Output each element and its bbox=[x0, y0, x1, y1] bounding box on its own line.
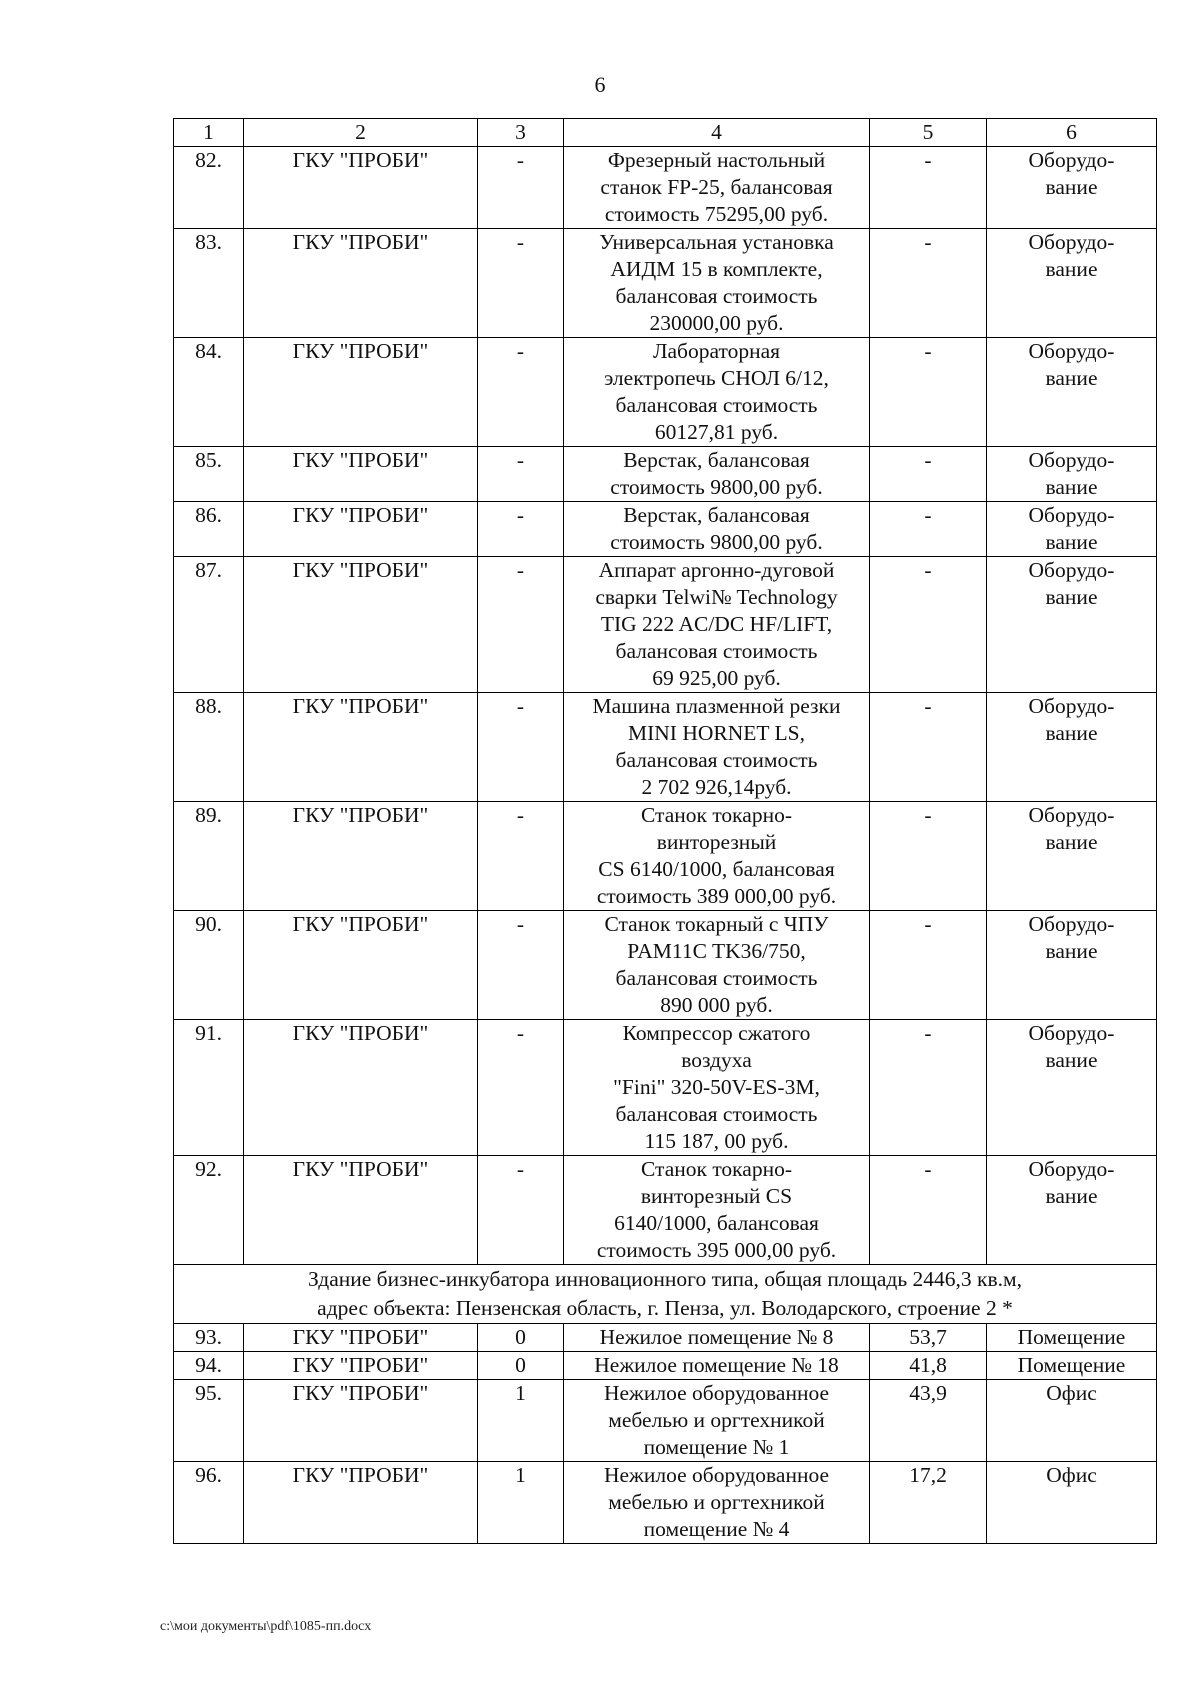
area-cell: - bbox=[870, 229, 987, 338]
type-cell-line: Оборудо- bbox=[1028, 1157, 1115, 1181]
type-cell bbox=[987, 1324, 1157, 1352]
description-cell-line: 115 187, 00 руб. bbox=[644, 1129, 789, 1153]
type-cell bbox=[987, 229, 1157, 338]
description-cell-line: Станок токарно- bbox=[640, 1157, 793, 1181]
row-number: 95. bbox=[174, 1380, 244, 1462]
description-cell-line: Станок токарный с ЧПУ bbox=[604, 912, 829, 936]
type-cell bbox=[987, 1380, 1157, 1462]
page-number: 6 bbox=[594, 72, 606, 97]
organization-cell: ГКУ "ПРОБИ" bbox=[244, 1352, 478, 1380]
description-cell bbox=[564, 693, 870, 802]
row-number: 88. bbox=[174, 693, 244, 802]
description-cell-line: воздуха bbox=[681, 1048, 752, 1072]
area-cell: - bbox=[870, 693, 987, 802]
area-cell: - bbox=[870, 557, 987, 693]
description-cell-line: АИДМ 15 в комплекте, bbox=[610, 257, 823, 281]
type-cell-line: вание bbox=[1045, 1048, 1098, 1072]
description-cell-line: Нежилое помещение № 18 bbox=[594, 1353, 839, 1377]
row-number: 82. bbox=[174, 147, 244, 229]
row-number: 85. bbox=[174, 447, 244, 502]
description-cell-line: помещение № 4 bbox=[643, 1517, 790, 1541]
floor-cell: - bbox=[478, 1156, 564, 1265]
row-number: 93. bbox=[174, 1324, 244, 1352]
description-cell-line: сварки Telwi№ Technology bbox=[595, 585, 838, 609]
description-cell-line: 6140/1000, балансовая bbox=[614, 1211, 819, 1235]
area-cell: - bbox=[870, 147, 987, 229]
description-cell-line: балансовая стоимость bbox=[615, 639, 818, 663]
description-cell bbox=[564, 802, 870, 911]
description-cell-line: мебелью и оргтехникой bbox=[608, 1408, 825, 1432]
type-cell bbox=[987, 802, 1157, 911]
organization-cell: ГКУ "ПРОБИ" bbox=[244, 557, 478, 693]
description-cell-line: Нежилое оборудованное bbox=[603, 1381, 830, 1405]
description-cell-line: стоимость 9800,00 руб. bbox=[610, 530, 823, 554]
floor-cell: - bbox=[478, 147, 564, 229]
floor-cell: 0 bbox=[478, 1352, 564, 1380]
description-cell-line: помещение № 1 bbox=[643, 1435, 790, 1459]
area-cell: - bbox=[870, 1020, 987, 1156]
row-number: 89. bbox=[174, 802, 244, 911]
area-cell: - bbox=[870, 802, 987, 911]
description-cell bbox=[564, 1020, 870, 1156]
description-cell-line: стоимость 75295,00 руб. bbox=[604, 202, 829, 226]
description-cell-line: стоимость 395 000,00 руб. bbox=[596, 1238, 837, 1262]
description-cell bbox=[564, 229, 870, 338]
organization-cell: ГКУ "ПРОБИ" bbox=[244, 1020, 478, 1156]
description-cell-line: 2 702 926,14руб. bbox=[641, 775, 792, 799]
area-cell: - bbox=[870, 502, 987, 557]
floor-cell: - bbox=[478, 1020, 564, 1156]
type-cell-line: вание bbox=[1045, 366, 1098, 390]
table-row bbox=[174, 1156, 1157, 1265]
organization-cell: ГКУ "ПРОБИ" bbox=[244, 502, 478, 557]
description-cell-line: Станок токарно- bbox=[640, 803, 793, 827]
column-header: 2 bbox=[244, 119, 478, 147]
row-number: 96. bbox=[174, 1462, 244, 1544]
description-cell-line: Лабораторная bbox=[652, 339, 781, 363]
organization-cell: ГКУ "ПРОБИ" bbox=[244, 802, 478, 911]
floor-cell: 1 bbox=[478, 1380, 564, 1462]
table-row bbox=[174, 1020, 1157, 1156]
description-cell bbox=[564, 1380, 870, 1462]
description-cell-line: балансовая стоимость bbox=[615, 393, 818, 417]
type-cell bbox=[987, 1156, 1157, 1265]
type-cell-line: вание bbox=[1045, 830, 1098, 854]
column-header: 3 bbox=[478, 119, 564, 147]
description-cell-line: 890 000 руб. bbox=[660, 993, 773, 1017]
row-number: 84. bbox=[174, 338, 244, 447]
table-row bbox=[174, 911, 1157, 1020]
type-cell-line: Помещение bbox=[1017, 1353, 1126, 1377]
type-cell-line: вание bbox=[1045, 257, 1098, 281]
organization-cell: ГКУ "ПРОБИ" bbox=[244, 911, 478, 1020]
description-cell-line: TIG 222 AC/DC HF/LIFT, bbox=[600, 612, 833, 636]
type-cell bbox=[987, 693, 1157, 802]
area-cell: 53,7 bbox=[870, 1324, 987, 1352]
type-cell-line: Помещение bbox=[1017, 1325, 1126, 1349]
row-number: 87. bbox=[174, 557, 244, 693]
description-cell-line: 230000,00 руб. bbox=[649, 311, 784, 335]
description-cell-line: CS 6140/1000, балансовая bbox=[598, 857, 835, 881]
description-cell bbox=[564, 1462, 870, 1544]
floor-cell: - bbox=[478, 557, 564, 693]
description-cell bbox=[564, 557, 870, 693]
row-number: 91. bbox=[174, 1020, 244, 1156]
floor-cell: - bbox=[478, 447, 564, 502]
type-cell-line: Оборудо- bbox=[1028, 339, 1115, 363]
description-cell-line: Компрессор сжатого bbox=[622, 1021, 811, 1045]
property-table bbox=[173, 118, 1157, 1544]
description-cell bbox=[564, 1324, 870, 1352]
table-header-row bbox=[174, 119, 1157, 147]
table-row bbox=[174, 1462, 1157, 1544]
table-row bbox=[174, 1324, 1157, 1352]
table-row bbox=[174, 338, 1157, 447]
type-cell bbox=[987, 1020, 1157, 1156]
type-cell-line: вание bbox=[1045, 585, 1098, 609]
type-cell bbox=[987, 911, 1157, 1020]
type-cell-line: Оборудо- bbox=[1028, 148, 1115, 172]
type-cell-line: Офис bbox=[1046, 1381, 1097, 1405]
description-cell-line: стоимость 389 000,00 руб. bbox=[596, 884, 837, 908]
type-cell-line: Офис bbox=[1046, 1463, 1097, 1487]
description-cell-line: 60127,81 руб. bbox=[654, 420, 779, 444]
type-cell-line: вание bbox=[1045, 530, 1098, 554]
row-number: 92. bbox=[174, 1156, 244, 1265]
type-cell-line: Оборудо- bbox=[1028, 558, 1115, 582]
area-cell: - bbox=[870, 447, 987, 502]
description-cell-line: винторезный bbox=[656, 830, 777, 854]
type-cell bbox=[987, 147, 1157, 229]
table-row bbox=[174, 1380, 1157, 1462]
description-cell-line: винторезный CS bbox=[640, 1184, 793, 1208]
organization-cell: ГКУ "ПРОБИ" bbox=[244, 447, 478, 502]
row-number: 94. bbox=[174, 1352, 244, 1380]
organization-cell: ГКУ "ПРОБИ" bbox=[244, 147, 478, 229]
area-cell: - bbox=[870, 1156, 987, 1265]
floor-cell: - bbox=[478, 802, 564, 911]
description-cell-line: Фрезерный настольный bbox=[607, 148, 826, 172]
area-cell: - bbox=[870, 338, 987, 447]
description-cell bbox=[564, 147, 870, 229]
type-cell-line: вание bbox=[1045, 475, 1098, 499]
description-cell-line: Машина плазменной резки bbox=[592, 694, 841, 718]
description-cell-line: "Fini" 320-50V-ES-3M, bbox=[613, 1075, 820, 1099]
type-cell-line: вание bbox=[1045, 1184, 1098, 1208]
table-row bbox=[174, 557, 1157, 693]
floor-cell: 0 bbox=[478, 1324, 564, 1352]
table-row bbox=[174, 502, 1157, 557]
description-cell-line: Верстак, балансовая bbox=[623, 448, 810, 472]
description-cell-line: Нежилое помещение № 8 bbox=[599, 1325, 834, 1349]
type-cell-line: Оборудо- bbox=[1028, 912, 1115, 936]
description-cell bbox=[564, 911, 870, 1020]
type-cell bbox=[987, 1462, 1157, 1544]
type-cell bbox=[987, 338, 1157, 447]
table-row bbox=[174, 1352, 1157, 1380]
description-cell-line: балансовая стоимость bbox=[615, 1102, 818, 1126]
area-cell: 43,9 bbox=[870, 1380, 987, 1462]
description-cell-line: Аппарат аргонно-дуговой bbox=[598, 558, 835, 582]
type-cell bbox=[987, 1352, 1157, 1380]
organization-cell: ГКУ "ПРОБИ" bbox=[244, 693, 478, 802]
organization-cell: ГКУ "ПРОБИ" bbox=[244, 338, 478, 447]
type-cell-line: вание bbox=[1045, 721, 1098, 745]
description-cell-line: 69 925,00 руб. bbox=[652, 666, 781, 690]
floor-cell: 1 bbox=[478, 1462, 564, 1544]
description-cell-line: станок FP-25, балансовая bbox=[600, 175, 833, 199]
section-title bbox=[174, 1265, 1157, 1324]
table-row bbox=[174, 447, 1157, 502]
type-cell-line: Оборудо- bbox=[1028, 448, 1115, 472]
description-cell-line: MINI HORNET LS, bbox=[628, 721, 805, 745]
type-cell bbox=[987, 447, 1157, 502]
organization-cell: ГКУ "ПРОБИ" bbox=[244, 1156, 478, 1265]
type-cell-line: Оборудо- bbox=[1028, 803, 1115, 827]
type-cell-line: вание bbox=[1045, 939, 1098, 963]
floor-cell: - bbox=[478, 693, 564, 802]
description-cell-line: Универсальная установка bbox=[599, 230, 834, 254]
floor-cell: - bbox=[478, 502, 564, 557]
type-cell-line: вание bbox=[1045, 175, 1098, 199]
section-title-line: адрес объекта: Пензенская область, г. Пенза, ул. Володарского, строение 2 * bbox=[317, 1296, 1013, 1320]
description-cell-line: мебелью и оргтехникой bbox=[608, 1490, 825, 1514]
organization-cell: ГКУ "ПРОБИ" bbox=[244, 1324, 478, 1352]
description-cell bbox=[564, 502, 870, 557]
column-header: 1 bbox=[174, 119, 244, 147]
table-row bbox=[174, 693, 1157, 802]
row-number: 90. bbox=[174, 911, 244, 1020]
table-row bbox=[174, 229, 1157, 338]
column-header: 4 bbox=[564, 119, 870, 147]
description-cell bbox=[564, 338, 870, 447]
type-cell-line: Оборудо- bbox=[1028, 230, 1115, 254]
type-cell-line: Оборудо- bbox=[1028, 503, 1115, 527]
description-cell-line: PAM11C TK36/750, bbox=[627, 939, 806, 963]
organization-cell: ГКУ "ПРОБИ" bbox=[244, 1462, 478, 1544]
description-cell-line: балансовая стоимость bbox=[615, 284, 818, 308]
description-cell bbox=[564, 447, 870, 502]
description-cell bbox=[564, 1352, 870, 1380]
description-cell-line: электропечь СНОЛ 6/12, bbox=[604, 366, 829, 390]
table-row bbox=[174, 802, 1157, 911]
description-cell-line: Верстак, балансовая bbox=[623, 503, 810, 527]
column-header: 6 bbox=[987, 119, 1157, 147]
description-cell-line: стоимость 9800,00 руб. bbox=[610, 475, 823, 499]
footer-file-path: c:\мои документы\pdf\1085-пп.docx bbox=[160, 1619, 372, 1634]
floor-cell: - bbox=[478, 338, 564, 447]
organization-cell: ГКУ "ПРОБИ" bbox=[244, 229, 478, 338]
table-row bbox=[174, 147, 1157, 229]
type-cell-line: Оборудо- bbox=[1028, 1021, 1115, 1045]
description-cell-line: балансовая стоимость bbox=[615, 966, 818, 990]
floor-cell: - bbox=[478, 911, 564, 1020]
row-number: 83. bbox=[174, 229, 244, 338]
type-cell bbox=[987, 557, 1157, 693]
floor-cell: - bbox=[478, 229, 564, 338]
type-cell-line: Оборудо- bbox=[1028, 694, 1115, 718]
type-cell bbox=[987, 502, 1157, 557]
area-cell: - bbox=[870, 911, 987, 1020]
description-cell bbox=[564, 1156, 870, 1265]
description-cell-line: Нежилое оборудованное bbox=[603, 1463, 830, 1487]
area-cell: 41,8 bbox=[870, 1352, 987, 1380]
area-cell: 17,2 bbox=[870, 1462, 987, 1544]
row-number: 86. bbox=[174, 502, 244, 557]
section-row bbox=[174, 1265, 1157, 1324]
column-header: 5 bbox=[870, 119, 987, 147]
organization-cell: ГКУ "ПРОБИ" bbox=[244, 1380, 478, 1462]
description-cell-line: балансовая стоимость bbox=[615, 748, 818, 772]
section-title-line: Здание бизнес-инкубатора инновационного типа, общая площадь 2446,3 кв.м, bbox=[308, 1267, 1022, 1291]
